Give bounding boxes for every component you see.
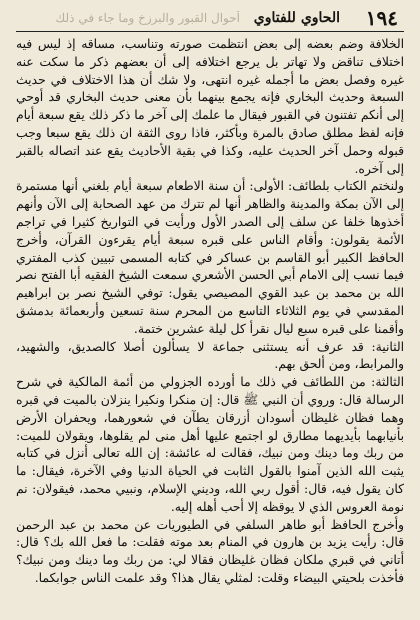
paragraph: وأخرج الحافظ أبو طاهر السلفي في الطيوريات عن محمد بن عبد الرحمن قال: رأيت يزيد بن هارون في المنام بعد موته فقلت: ما فعل الله بك؟ قال: أتاني في قبري ملكان فظان غليظان فقالا لي: من ربك وما دينك ومن نبيك؟ فأخذت بلحيتي البيضاء وقلت: لمثلي يقال هذا؟ وقد علمت الناس جوابكما.: [16, 517, 404, 585]
body-text: [16, 36, 404, 614]
page-number: ١٩٤: [365, 6, 398, 30]
faded-running-heading: أحوال القبور والبرزخ وما جاء في ذلك: [55, 11, 240, 25]
paragraph: الخلافة وضم بعضه إلى بعض انتظمت صورته وتناسب، مساقه إذ ليس فيه اختلاف تناقض ولا تهاتر بل يرجع اختلافه إلى أن بعضهم ذكر ما سكت عنه غيره وفصل بعض ما أجمله غيره انتهى، ولا شك أن هذا الاختلاف في حديث السبعة وحديث البخاري فإنه يجمع بينهما بأن معنى حديث البخاري قد أوحي إلى أنكم تفتنون في القبور فيقال ما علمك إلى آخر ما ذكر ذلك يقع سبعة أيام فإنه لفظ مطلق صادق بالمرة وبأكثر، فاذا روى الثقة ان ذلك يقع سبعا وجب قبوله وحمل آخر الحديث عليه، وكذا في بقية الأحاديث يقع عند اتصاله بالقبر إلى آخره.: [16, 37, 404, 176]
header-rule: [16, 31, 404, 32]
paragraph: الثانية: قد عرف أنه يستثنى جماعة لا يسألون أصلا كالصديق، والشهيد، والمرابط، ومن ألحق بهم.: [16, 339, 404, 372]
paragraph: الثالثة: من اللطائف في ذلك ما أورده الجزولي من أئمة المالكية في شرح الرسالة قال: وروي أن النبي ﷺ قال: إن منكرا ونكيرا ينزلان بالميت في قبره وهما فظان غليظان أسودان أزرقان يطآن في شعورهما، ويحفران الأرض بأنيابهما بأيديهما مطارق لو اجتمع عليها أهل منى لم يقلوها، ويقولان للميت: من ربك وما دينك ومن نبيك، فقالت له عائشة: إن الله تعالى أنزل في كتابه يثبت الله الذين آمنوا بالقول الثابت في الحياة الدنيا وفي الآخرة، فيقال: ما كان يقول فيه، قال: أقول ربي الله، وديني الإسلام، ونبيي محمد، فيقولان: نم نومة العروس الذي لا يوقظه إلا أحب أهله إليه.: [16, 375, 404, 514]
book-title: الحاوي للفتاوي: [253, 10, 340, 26]
paragraph: ولنختم الكتاب بلطائف: الأولى: أن سنة الاطعام سبعة أيام بلغني أنها مستمرة إلى الآن بمكة والمدينة والظاهر أنها لم تترك من عهد الصحابة إلى الآن وأنهم أخذوها خلفا عن سلف إلى الصدر الأول ورأيت في التواريخ كثيرا في تراجم الأئمة يقولون: وأقام الناس على قبره سبعة أيام يقرءون القرآن، وأخرج الحافظ الكبير أبو القاسم بن عساكر في كتابه المسمى تبيين كذب المفتري فيما نسب إلى الامام أبي الحسن الأشعري سمعت الشيخ الفقيه أبا الفتح نصر الله بن محمد بن عبد القوي المصيصي يقول: توفي الشيخ نصر بن ابراهيم المقدسي في يوم الثلاثاء التاسع من المحرم سنة تسعين وأربعمائة بدمشق وأقمنا على قبره سبع ليال نقرأ كل ليلة عشرين ختمة.: [16, 179, 404, 336]
page-header: [16, 6, 398, 30]
